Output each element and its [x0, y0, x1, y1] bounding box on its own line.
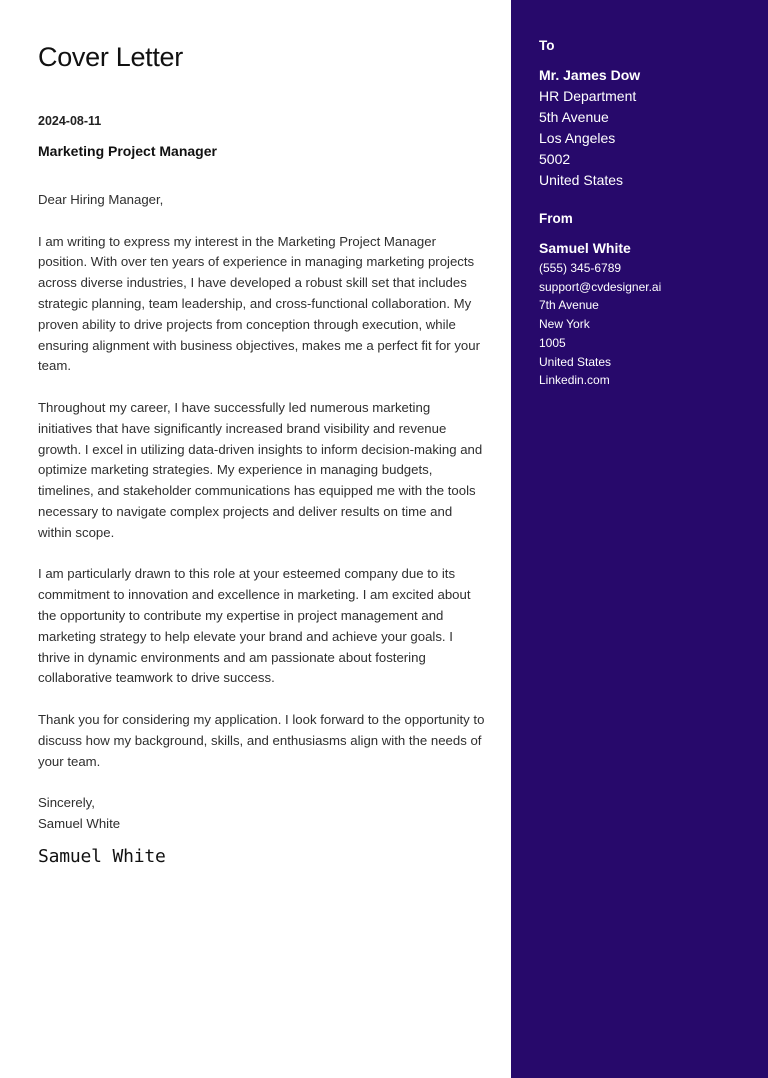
signature: Samuel White [38, 846, 166, 867]
recipient-street: 5th Avenue [539, 109, 609, 125]
sender-block [539, 211, 759, 390]
sender-name: Samuel White [539, 240, 631, 256]
document-title: Cover Letter [38, 42, 183, 72]
sender-zip: 1005 [539, 335, 566, 350]
sender-city: New York [539, 317, 590, 332]
paragraph-4: Thank you for considering my application. I look forward to the opportunity to discuss how my background, skills, and enthusiasms align with the needs of your team. [38, 711, 485, 769]
closing-name: Samuel White [38, 815, 121, 831]
letter-date: 2024-08-11 [38, 114, 102, 128]
sender-street: 7th Avenue [539, 298, 599, 313]
recipient-name: Mr. James Dow [539, 67, 641, 83]
recipient-country: United States [539, 172, 624, 188]
paragraph-3: I am particularly drawn to this role at your esteemed company due to its commitment to innovation and excellence in marketing. I am excited about the opportunity to contribute my expertise in project management and marketing strategy to help elevate your brand and achieve your goals. I thrive in dynamic environments and am passionate about fostering collaborative teamwork to drive success. [38, 566, 471, 686]
recipient-city: Los Angeles [539, 130, 616, 146]
sender-email: support@cvdesigner.ai [539, 279, 662, 294]
sender-phone: (555) 345-6789 [539, 261, 622, 275]
recipient-block [539, 38, 759, 191]
letter-body [38, 190, 488, 835]
recipient-zip: 5002 [539, 151, 571, 167]
closing: Sincerely, [38, 795, 95, 811]
paragraph-2: Throughout my career, I have successfully led numerous marketing initiatives that have significantly increased brand visibility and revenue growth. I excel in utilizing data-driven insights to inform decision-making and optimize marketing strategies. My experience in managing budgets, timelines, and stakeholder communications has equipped me with the tools necessary to navigate complex projects and deliver results on time and within scope. [38, 399, 483, 540]
sender-country: United States [539, 354, 612, 369]
sender-heading: From [539, 211, 573, 226]
paragraph-1: I am writing to express my interest in the Marketing Project Manager position. With over ten years of experience in managing marketing projects across diverse industries, I have developed a robust skill set that includes strategic planning, team leadership, and cross-functional collaboration. My proven ability to drive projects from conception through execution, while ensuring alignment with business objectives, makes me a perfect fit for your team. [38, 233, 480, 374]
recipient-heading: To [539, 38, 555, 53]
job-title: Marketing Project Manager [38, 143, 217, 159]
recipient-department: HR Department [539, 88, 637, 104]
salutation: Dear Hiring Manager, [38, 192, 164, 207]
sender-website: Linkedin.com [539, 373, 610, 388]
